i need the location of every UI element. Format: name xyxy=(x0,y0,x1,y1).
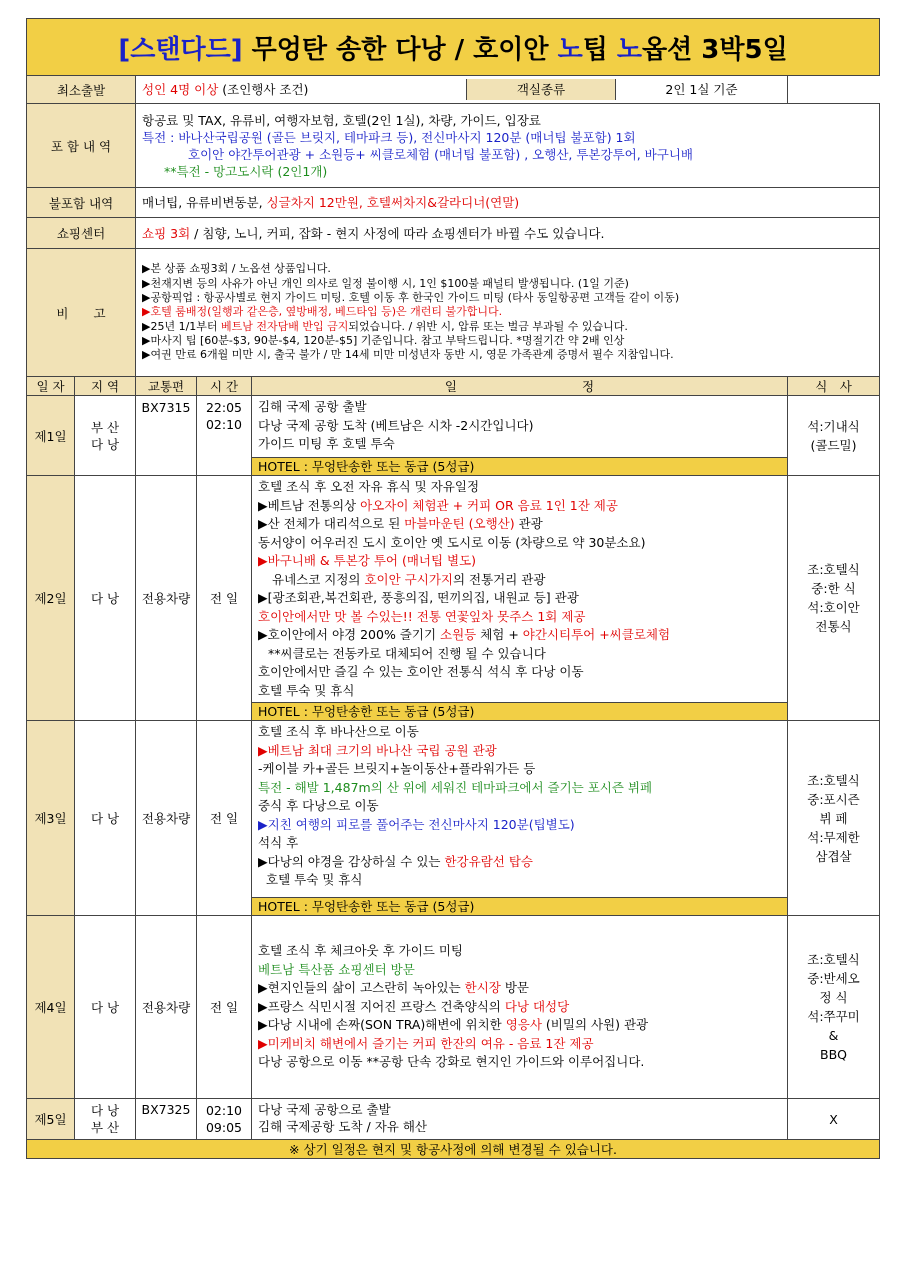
shopping-row xyxy=(27,218,880,249)
day5-row xyxy=(27,1099,880,1140)
title-bracket-open: [ xyxy=(118,34,131,65)
day4-schedule: 호텔 조식 후 체크아웃 후 가이드 미팅 베트남 특산품 쇼핑센터 방문 ▶현지인들의 삶이 고스란히 녹아있는 한시장 방문 ▶프랑스 식민시절 지어진 프랑스 건축양식의 다낭 대성당 ▶다낭 시내에 손짜(SON TRA)해변에 위치한 영응사 (비밀의 사원) 관광 ▶미케비치 해변에서 즐기는 커피 한잔의 여유 - 음료 1잔 제공 다낭 공항으로 이동 **공항 단속 강화로 현지인 가이드와 이루어집니다. xyxy=(252,916,788,1099)
day5-schedule: 다낭 국제 공항으로 출발 김해 국제공항 도착 / 자유 해산 xyxy=(252,1099,788,1140)
notes-content: ▶본 상품 쇼핑3회 / 노옵션 상품입니다. ▶천재지변 등의 사유가 아닌 개인 의사로 일정 불이행 시, 1인 $100불 패널티 발생됩니다. (1일 기준) ▶공항픽업 : 항공사별로 현지 가이드 미팅. 호텔 이동 후 한국인 가이드 미팅 (타사 동일항공편 고객들 같이 이동) ▶호텔 룸배정(일행과 같은층, 옆방배정, 베드타입 등)은 개런티 불가합니다. ▶25년 1/1부터 베트남 전자담배 반입 금지되었습니다. / 위반 시, 압류 또는 벌금 부과될 수 있습니다. ▶마사지 팁 [60분-$3, 90분-$4, 120분-$5] 기준입니다. 참고 부탁드립니다. *명절기간 약 2배 인상 ▶여권 만료 6개월 미만 시, 출국 불가 / 만 14세 미만 미성년자 동반 시, 영문 가족관계 증명서 필수 지참입니다. xyxy=(136,249,880,377)
min-departure-label: 최소출발 xyxy=(27,76,136,104)
includes-label: 포 함 내 역 xyxy=(27,104,136,188)
day3-region: 다 낭 xyxy=(75,721,136,916)
day3-meal: 조:호텔식 중:포시즌 뷔 페 석:무제한 삼겹살 xyxy=(788,721,880,916)
includes-content: 항공료 및 TAX, 유류비, 여행자보험, 호텔(2인 1실), 차량, 가이드, 입장료 특전 : 바나산국립공원 (골든 브릿지, 테마파크 등), 전신마사지 120분 (매너팁 불포함) 1회 호이안 야간투어관광 + 소원등+ 씨클로체험 (매너팁 불포함) , 오행산, 투본강투어, 바구니배 **특전 - 망고도시락 (2인1개) xyxy=(136,104,880,188)
title-main: 무엉탄 송한 다낭 / 호이안 xyxy=(242,34,558,65)
day1-flight: BX7315 xyxy=(136,396,197,476)
notes-label: 비 고 xyxy=(27,249,136,377)
title-brand: 스탠다드 xyxy=(130,34,231,65)
itinerary-sheet xyxy=(26,18,879,1159)
day3-time: 전 일 xyxy=(197,721,252,916)
day2-row xyxy=(27,476,880,703)
day2-time: 전 일 xyxy=(197,476,252,721)
includes-row xyxy=(27,104,880,188)
day4-row xyxy=(27,916,880,1099)
col-schedule: 일 정 xyxy=(252,377,788,396)
day3-schedule: 호텔 조식 후 바나산으로 이동 ▶베트남 최대 크기의 바나산 국립 공원 관광 -케이블 카+골든 브릿지+놀이동산+플라워가든 등 특전 - 해발 1,487m의 산 위에 세워진 테마파크에서 즐기는 포시즌 뷔페 중식 후 다낭으로 이동 ▶지친 여행의 피로를 풀어주는 전신마사지 120분(팁별도) 석식 후 ▶다낭의 야경을 감상하실 수 있는 한강유람선 탑승 호텔 투숙 및 휴식 xyxy=(252,721,788,898)
day1-schedule: 김해 국제 공항 출발 다낭 국제 공항 도착 (베트남은 시차 -2시간입니다) 가이드 미팅 후 호텔 투숙 xyxy=(252,396,788,458)
day4-time: 전 일 xyxy=(197,916,252,1099)
day5-time: 02:10 09:05 xyxy=(197,1099,252,1140)
col-day: 일 자 xyxy=(27,377,75,396)
day4-meal: 조:호텔식 중:반세오 정 식 석:쭈꾸미 & BBQ xyxy=(788,916,880,1099)
footer-note: ※ 상기 일정은 현지 및 항공사정에 의해 변경될 수 있습니다. xyxy=(27,1140,880,1159)
min-departure-value: 성인 4명 이상 (조인행사 조건) xyxy=(136,79,467,100)
day2-schedule: 호텔 조식 후 오전 자유 휴식 및 자유일정 ▶베트남 전통의상 아오자이 체험관 + 커피 OR 음료 1인 1잔 제공 ▶산 전체가 대리석으로 된 마블마운틴 (오행산) 관광 동서양이 어우러진 도시 호이안 옛 도시로 이동 (차량으로 약 30분소요) ▶바구니배 & 투본강 투어 (매너팁 별도) 유네스코 지정의 호이안 구시가지의 전통거리 관광 ▶[광조회관,복건회관, 풍흥의집, 떤끼의집, 내원교 등] 관광 호이안에서만 맛 볼 수있는!! 전통 연꽃잎차 못주스 1회 제공 ▶호이안에서 야경 200% 즐기기 소원등 체험 + 야간시티투어 +씨클로체험 **씨클로는 전동카로 대체되어 진행 될 수 있습니다 호이안에서만 즐길 수 있는 호이안 전통식 석식 후 다낭 이동 호텔 투숙 및 휴식 xyxy=(252,476,788,703)
room-type-label: 객실종류 xyxy=(467,79,616,100)
day1-meal: 석:기내식 (콜드밀) xyxy=(788,396,880,476)
day3-hotel: HOTEL : 무엉탄송한 또는 동급 (5성급) xyxy=(252,898,788,916)
day5-label: 제5일 xyxy=(27,1099,75,1140)
col-transport: 교통편 xyxy=(136,377,197,396)
day2-transport: 전용차량 xyxy=(136,476,197,721)
schedule-header-row xyxy=(27,377,880,396)
day5-meal: X xyxy=(788,1099,880,1140)
title-no2: 노 xyxy=(616,34,642,65)
day4-transport: 전용차량 xyxy=(136,916,197,1099)
col-meal: 식 사 xyxy=(788,377,880,396)
day2-region: 다 낭 xyxy=(75,476,136,721)
title-row xyxy=(27,19,880,76)
col-time: 시 간 xyxy=(197,377,252,396)
excludes-content: 매너팁, 유류비변동분, 싱글차지 12만원, 호텔써차지&갈라디너(연말) xyxy=(136,188,880,218)
title-bracket-close: ] xyxy=(230,34,243,65)
day1-region: 부 산 다 낭 xyxy=(75,396,136,476)
day4-label: 제4일 xyxy=(27,916,75,1099)
day1-row xyxy=(27,396,880,458)
title-rest: 옵션 3박5일 xyxy=(641,34,788,65)
excludes-label: 불포함 내역 xyxy=(27,188,136,218)
shopping-label: 쇼핑센터 xyxy=(27,218,136,249)
notes-row xyxy=(27,249,880,377)
day1-hotel: HOTEL : 무엉탄송한 또는 동급 (5성급) xyxy=(252,458,788,476)
day3-label: 제3일 xyxy=(27,721,75,916)
excludes-row xyxy=(27,188,880,218)
page-title xyxy=(27,19,880,76)
title-tip: 팁 xyxy=(582,34,617,65)
itinerary-table xyxy=(26,18,880,1159)
day1-label: 제1일 xyxy=(27,396,75,476)
day2-hotel: HOTEL : 무엉탄송한 또는 동급 (5성급) xyxy=(252,703,788,721)
min-departure-row xyxy=(27,76,880,104)
day3-transport: 전용차량 xyxy=(136,721,197,916)
day2-meal: 조:호텔식 중:한 식 석:호이안 전통식 xyxy=(788,476,880,721)
day1-time: 22:05 02:10 xyxy=(197,396,252,476)
day3-row xyxy=(27,721,880,898)
shopping-content: 쇼핑 3회 / 침향, 노니, 커피, 잡화 - 현지 사정에 따라 쇼핑센터가 바뀔 수도 있습니다. xyxy=(136,218,880,249)
title-no1: 노 xyxy=(557,34,583,65)
col-region: 지 역 xyxy=(75,377,136,396)
day4-region: 다 낭 xyxy=(75,916,136,1099)
room-type-value: 2인 1실 기준 xyxy=(665,82,738,97)
day2-label: 제2일 xyxy=(27,476,75,721)
day5-flight: BX7325 xyxy=(136,1099,197,1140)
day5-region: 다 낭 부 산 xyxy=(75,1099,136,1140)
